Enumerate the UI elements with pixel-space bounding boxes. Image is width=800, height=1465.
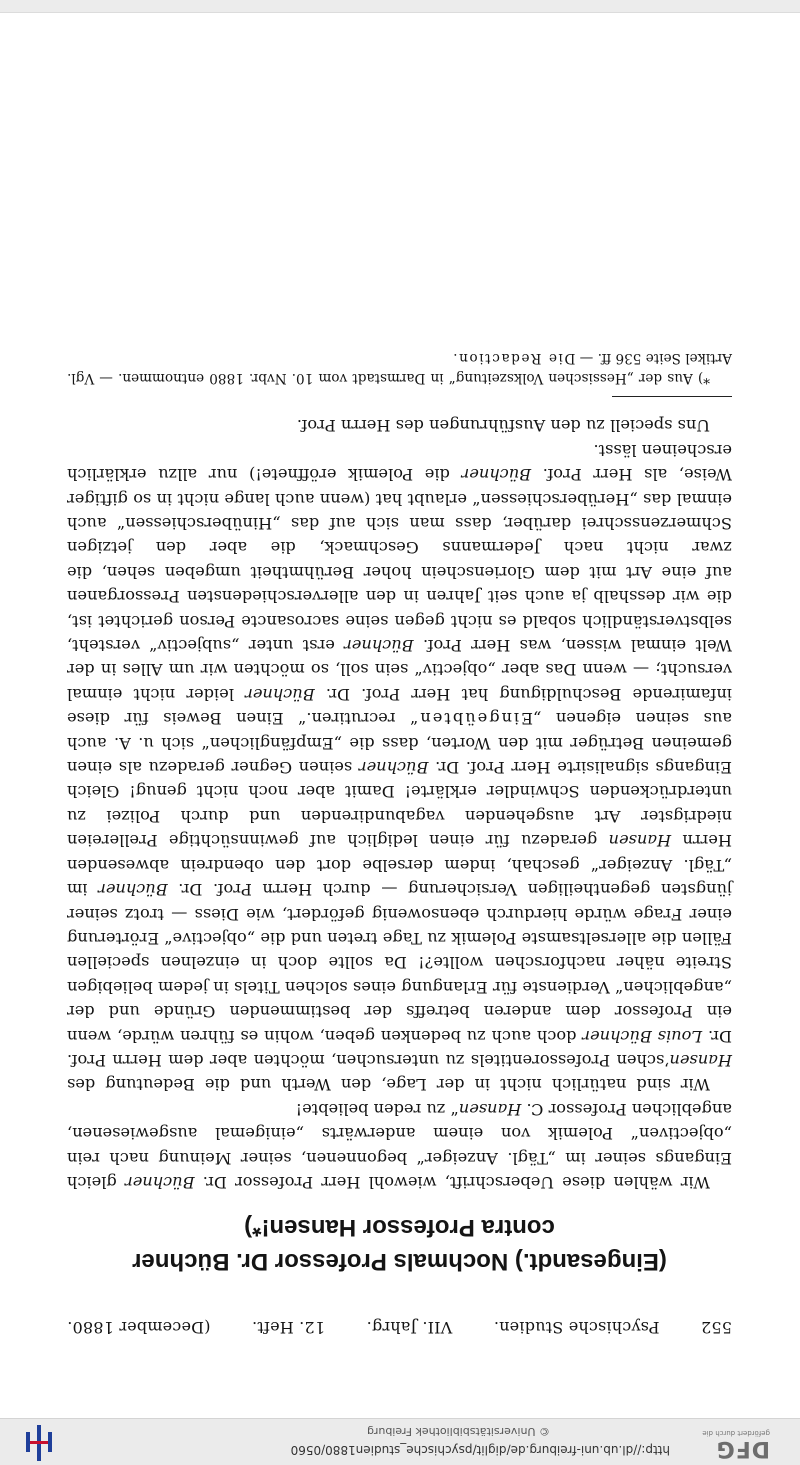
text-run: “ zu reden beliebte! bbox=[295, 1099, 459, 1119]
text-run: im „Tägl. Anzeiger“ geschah, indem derselbe dort den obendrein abwesenden Herrn bbox=[67, 831, 732, 900]
text-run: seinen Gegner geradezu als einen gemeinen Betrüger mit den Worten, dass die „Empfänglichen“ sich u. A. auch aus seinen eigenen „ bbox=[66, 709, 732, 778]
footnote-divider bbox=[612, 396, 732, 397]
footnote-signature: Die Redaction. bbox=[451, 350, 576, 366]
italic-name: Louis Büchner bbox=[582, 1026, 703, 1046]
paragraph-2 bbox=[67, 437, 732, 1096]
issue-label: 12. Heft. bbox=[251, 1318, 326, 1337]
text-run: geradezu für einen lediglich auf gewinnsüchtige Prellereien niedrigster Art ausgehenden vagabundirenden und durch Polizei zu unterdrückenden Schwindler erklärte! Damit aber noch nicht genug! Gleich Eingangs signalisirte Herr Prof. Dr. bbox=[67, 758, 732, 851]
copyright-notice: © Universitätsbibliothek Freiburg bbox=[367, 1425, 550, 1438]
italic-name: Büchner bbox=[461, 465, 532, 485]
text-run: Wir wählen diese Ueberschrift, wiewohl Herr Professor Dr. bbox=[194, 1173, 710, 1192]
text-run: Wir sind natürlich nicht in der Lage, den Werth und die Bedeutung des bbox=[67, 1075, 710, 1095]
viewer-bottom-bar bbox=[0, 0, 800, 13]
text-run: gleich Eingangs seiner im „Tägl. Anzeiger“ begonnenen, seiner Meinung nach rein „objectiven“ Polemik von einem anderwärts „einigemal ausgewiesenen, angeblichen Professor C. bbox=[67, 1099, 732, 1192]
text-run: doch auch zu bedenken geben, wohin es führen würde, wenn ein Professor dem anderen betreffs der bestimmenden Gründe und der „angeblichen“ Verdienste für Erlangung eines solchen Titels in jedem beliebigen Streite näher nachforschen wollte?! Da sollte doch in einzelnen speciellen Fällen die allerseltsamste Polemik zu Tage treten und die „objective“ Erörterung einer Frage würde hierdurch ebensowenig gefördert, wie Diess — trotz seiner jüngsten gegentheiligen Versicherung — durch Herrn Prof. Dr. bbox=[66, 880, 732, 1046]
running-header bbox=[67, 1318, 732, 1337]
italic-name: Büchner bbox=[125, 1173, 195, 1192]
dfg-logo bbox=[680, 1425, 770, 1459]
article-title-line-1: (Eingesandt.) Nochmals Professor Dr. Büchner bbox=[132, 1248, 667, 1275]
document-page bbox=[67, 348, 732, 1337]
italic-name: Büchner bbox=[245, 684, 315, 704]
university-logo-icon bbox=[24, 1425, 54, 1461]
journal-name: Psychische Studien. bbox=[493, 1318, 660, 1337]
italic-name: Büchner bbox=[98, 880, 168, 900]
issue-date: (December 1880. bbox=[67, 1318, 211, 1337]
paragraph-3: Uns speciell zu den Ausführungen des Herrn Prof. bbox=[296, 416, 710, 436]
article-title-line-2: contra Professor Hansen!*) bbox=[244, 1214, 555, 1241]
paragraph-1 bbox=[67, 1096, 732, 1194]
text-run: ’schen Professorentitels zu untersuchen, möchten aber dem Herrn Prof. Dr. bbox=[67, 1026, 732, 1070]
text-run: leider nicht einmal versucht; — wenn Das aber „objectiv“ sein soll, so möchten wir um Alles in der Welt einmal wissen, was Herr Prof. bbox=[67, 636, 732, 704]
text-run: die Polemik eröffnete!) nur allzu erklärlich erscheinen lässt. bbox=[67, 440, 732, 485]
article-body bbox=[67, 413, 732, 1194]
italic-name: Büchner bbox=[344, 636, 414, 656]
italic-name: Hansen bbox=[669, 1050, 732, 1070]
viewer-top-bar bbox=[0, 1418, 800, 1465]
italic-name: Hansen bbox=[608, 831, 672, 851]
text-run: erst unter „subjectiv“ versteht, selbstverständlich sobald es nicht gegen seine sacrosancte Person gerichtet ist, die wir desshalb ja auch seit Jahren in den allerverschiedensten Pressorganen auf eine Art mit dem Glorienschein hoher Berühmtheit umgeben sehen, die zwar nicht nach Jedermanns Geschmack, die aber den jetzigen Schmerzensschrei darüber, dass man sich auf das „Hinüberschiessen“ auch einmal das „Herüberschiessen“ erlaubt hat (wenn auch lange nicht in so giftiger Weise, als Herr Prof. bbox=[67, 465, 732, 656]
volume-label: VII. Jahrg. bbox=[366, 1318, 453, 1337]
page-number: 552 bbox=[700, 1318, 732, 1337]
page-url-link[interactable]: http://dl.ub.uni-freiburg.de/diglit/psychische_studien1880/0560 bbox=[290, 1443, 670, 1457]
spaced-word: Eingeübten bbox=[418, 709, 533, 729]
italic-name: Hansen bbox=[458, 1099, 522, 1119]
italic-name: Büchner bbox=[358, 758, 429, 778]
dfg-logo-mark: DFG bbox=[715, 1436, 770, 1461]
text-run: “ recrutiren.“ Einen Beweis für diese infamirende Beschuldigung hat Herr Prof. Dr. bbox=[67, 684, 732, 729]
article-title bbox=[67, 1210, 732, 1278]
dfg-logo-subtext: gefördert durch die bbox=[702, 1429, 770, 1437]
footnote bbox=[67, 348, 732, 388]
footnote-text: *) Aus der „Hessischen Volkszeitung“ in Darmstadt vom 10. Nvbr. 1880 entnommen. — Vgl. Artikel Seite 536 ff. — bbox=[67, 350, 732, 386]
